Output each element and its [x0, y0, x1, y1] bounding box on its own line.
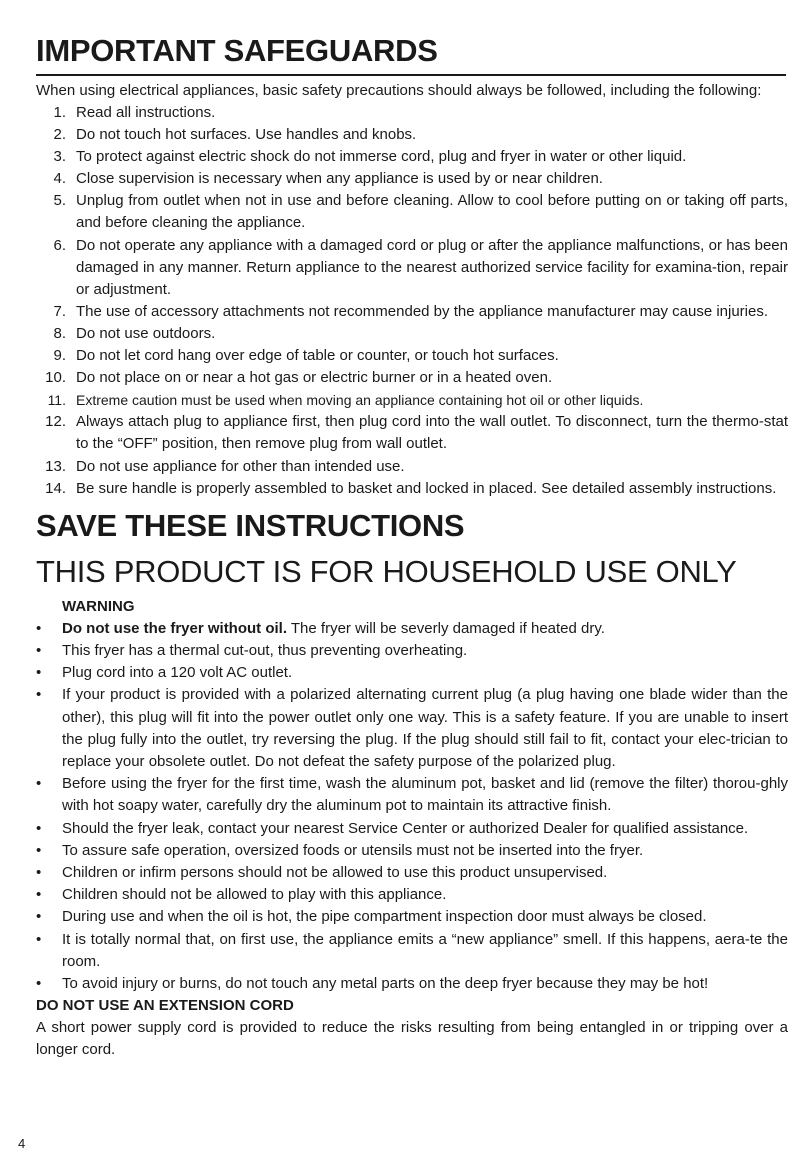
list-item: 1. Read all instructions.	[53, 104, 216, 121]
bullet-icon: •	[36, 863, 42, 881]
list-item: 3. To protect against electric shock do not immerse cord, plug and fryer in water or other liquid.	[53, 148, 687, 166]
bullet-icon: •	[36, 775, 42, 793]
bullet-icon: •	[36, 841, 42, 859]
bullet-icon: •	[36, 819, 42, 837]
list-item: • To assure safe operation, oversized foods or utensils must not be inserted into the fryer.	[36, 840, 788, 862]
list-item: • Children should not be allowed to play with this appliance.	[36, 884, 788, 906]
list-item: 5. Unplug from outlet when not in use and before cleaning. Allow to cool before putting on or taking off parts, and before cleaning the appliance.	[53, 192, 788, 232]
warning-heading: WARNING	[62, 597, 135, 615]
bullet-icon: •	[36, 641, 42, 659]
list-item: • This fryer has a thermal cut-out, thus preventing overheating.	[36, 640, 788, 662]
page-number: 4	[18, 1136, 26, 1151]
list-item: 12. Always attach plug to appliance first, then plug cord into the wall outlet. To disconnect, turn the thermo-stat to the “OFF” position, then remove plug from wall outlet.	[45, 413, 788, 453]
safeguards-list	[36, 102, 788, 500]
extension-cord-heading: DO NOT USE AN EXTENSION CORD	[36, 997, 294, 1015]
list-item: 11. Extreme caution must be used when moving an appliance containing hot oil or other liquids.	[47, 392, 644, 409]
page-title: IMPORTANT SAFEGUARDS	[36, 33, 438, 68]
list-item: • Should the fryer leak, contact your nearest Service Center or authorized Dealer for qualified assistance.	[36, 818, 788, 840]
intro-paragraph: When using electrical appliances, basic safety precautions should always be followed, including the following:	[36, 82, 762, 99]
bullet-icon: •	[36, 619, 42, 637]
title-divider	[36, 74, 786, 76]
bullet-icon: •	[36, 886, 42, 904]
list-item: 10. Do not place on or near a hot gas or electric burner or in a heated oven.	[45, 369, 553, 387]
list-item: • To avoid injury or burns, do not touch any metal parts on the deep fryer because they may be hot!	[36, 973, 788, 995]
list-item: • Children or infirm persons should not be allowed to use this product unsupervised.	[36, 862, 788, 884]
bullet-icon: •	[36, 664, 42, 682]
save-instructions-heading: SAVE THESE INSTRUCTIONS	[36, 507, 465, 543]
list-item: 6. Do not operate any appliance with a damaged cord or plug or after the appliance malfunctions, or has been damaged in any manner. Return appliance to the nearest authorized service facility for examina-tion, repair or adjustment.	[53, 236, 788, 298]
warnings-list	[36, 618, 788, 995]
list-item: • If your product is provided with a polarized alternating current plug (a plug having one blade wider than the other), this plug will fit into the power outlet only one way. This is a safety feature. If you are unable to insert the plug fully into the outlet, try reversing the plug. If the plug should still fail to fit, contact your elec-trician to replace your obsolete outlet. Do not defeat the safety purpose of the polarized plug.	[36, 686, 788, 770]
manual-page	[36, 30, 788, 1061]
list-item: 8. Do not use outdoors.	[53, 324, 216, 342]
list-item: • During use and when the oil is hot, the pipe compartment inspection door must always be closed.	[36, 906, 788, 928]
list-item: • Do not use the fryer without oil. The fryer will be severly damaged if heated dry.	[36, 618, 788, 640]
list-item: 13. Do not use appliance for other than intended use.	[45, 457, 405, 475]
list-item: 9. Do not let cord hang over edge of table or counter, or touch hot surfaces.	[53, 347, 559, 365]
bullet-icon: •	[36, 686, 42, 704]
list-item: 4. Close supervision is necessary when any appliance is used by or near children.	[53, 170, 603, 188]
bullet-icon: •	[36, 908, 42, 926]
list-item: • It is totally normal that, on first use, the appliance emits a “new appliance” smell. If this happens, aera-te the room.	[36, 930, 788, 970]
extension-cord-text: A short power supply cord is provided to reduce the risks resulting from being entangled in or tripping over a longer cord.	[36, 1019, 788, 1059]
list-item: • Plug cord into a 120 volt AC outlet.	[36, 662, 788, 684]
bullet-icon: •	[36, 974, 42, 992]
list-item: 14. Be sure handle is properly assembled to basket and locked in placed. See detailed assembly instructions.	[45, 479, 777, 497]
list-item: 7. The use of accessory attachments not recommended by the appliance manufacturer may cause injuries.	[53, 302, 769, 320]
list-item: 2. Do not touch hot surfaces. Use handles and knobs.	[53, 126, 417, 144]
bullet-icon: •	[36, 930, 42, 948]
list-item: • Before using the fryer for the first time, wash the aluminum pot, basket and lid (remove the filter) thorou-ghly with hot soapy water, carefully dry the aluminum pot to maintain its attractive finish.	[36, 775, 788, 815]
household-use-heading: THIS PRODUCT IS FOR HOUSEHOLD USE ONLY	[36, 553, 737, 589]
